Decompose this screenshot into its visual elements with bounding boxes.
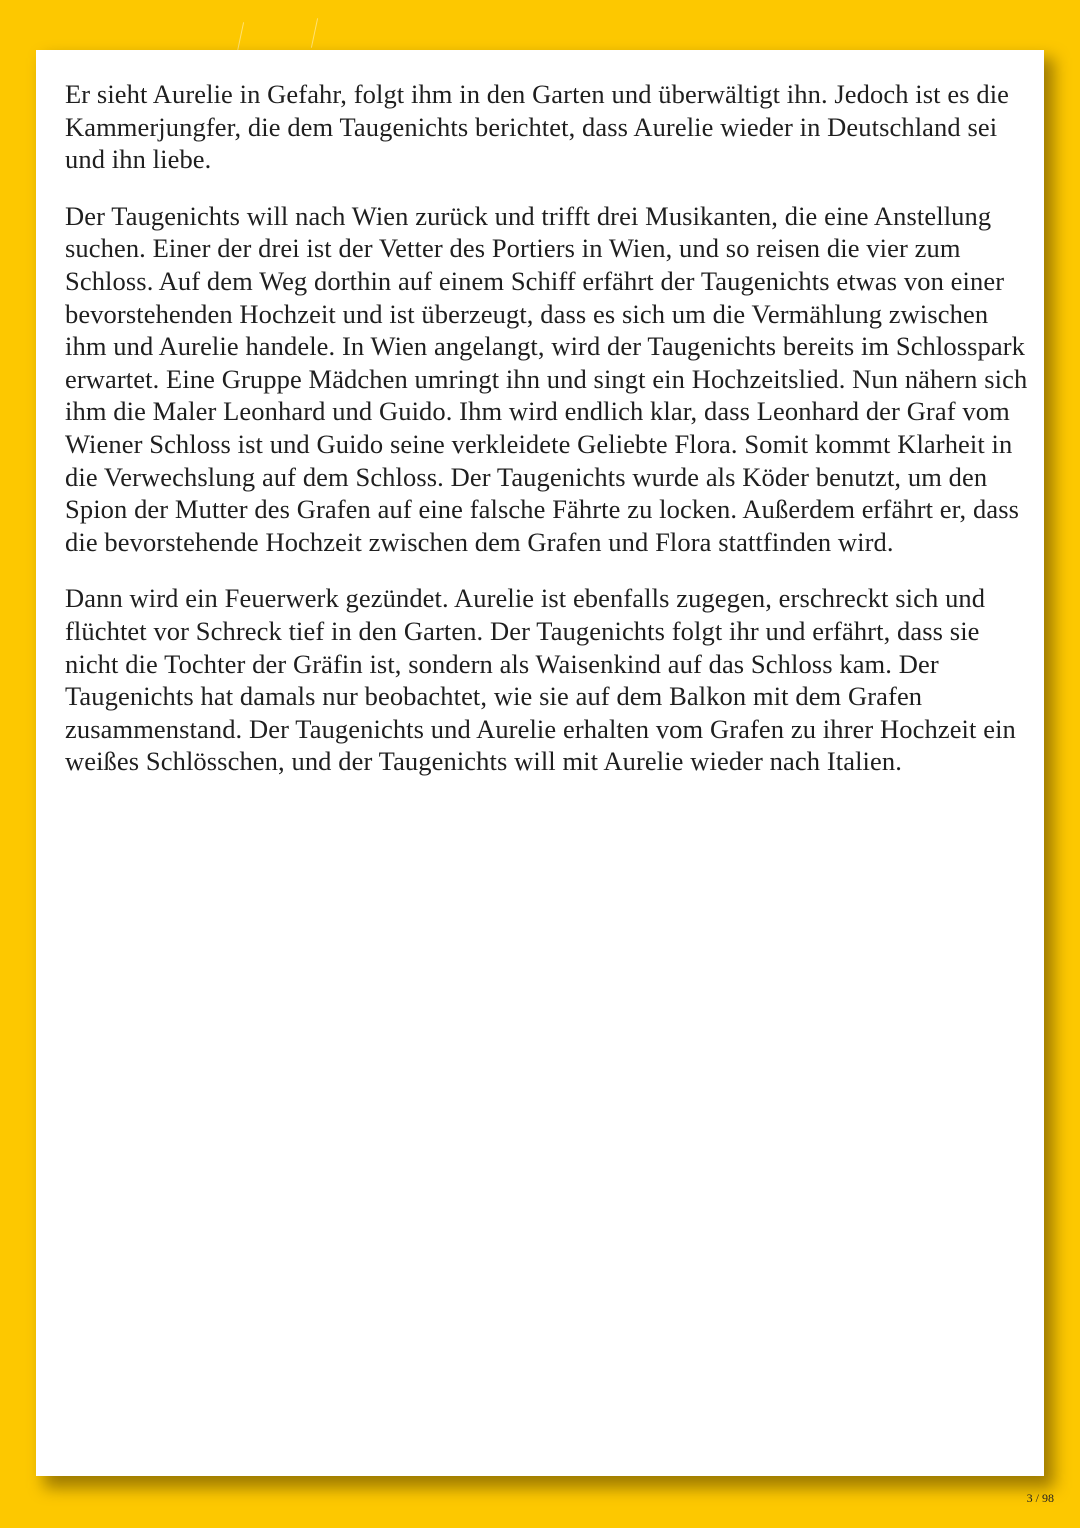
- background-decoration: [311, 18, 318, 48]
- background-decoration: [237, 22, 244, 52]
- page-number: 3 / 98: [1026, 1491, 1054, 1505]
- paragraph-2: Der Taugenichts will nach Wien zurück und trifft drei Musikanten, die eine Anstellung suchen. Einer der drei ist der Vetter des Portiers in Wien, und so reisen die vier zum Schloss. Auf dem Weg dorthin auf einem Schiff erfährt der Taugenichts etwas von einer bevorstehenden Hochzeit und ist überzeugt, dass es sich um die Vermählung zwischen ihm und Aurelie handele. In Wien angelangt, wird der Taugenichts bereits im Schlosspark erwartet. Eine Gruppe Mädchen umringt ihn und singt ein Hochzeitslied. Nun nähern sich ihm die Maler Leonhard und Guido. Ihm wird endlich klar, dass Leonhard der Graf vom Wiener Schloss ist und Guido seine verkleidete Geliebte Flora. Somit kommt Klarheit in die Verwechslung auf dem Schloss. Der Taugenichts wurde als Köder benutzt, um den Spion der Mutter des Grafen auf eine falsche Fährte zu locken. Außerdem erfährt er, dass die bevorstehende Hochzeit zwischen dem Grafen und Flora stattfinden wird.: [65, 200, 1028, 557]
- paragraph-3: Dann wird ein Feuerwerk gezündet. Aurelie ist ebenfalls zugegen, erschreckt sich und flüchtet vor Schreck tief in den Garten. Der Taugenichts folgt ihr und erfährt, dass sie nicht die Tochter der Gräfin ist, sondern als Waisenkind auf das Schloss kam. Der Taugenichts hat damals nur beobachtet, wie sie auf dem Balkon mit dem Grafen zusammenstand. Der Taugenichts und Aurelie erhalten vom Grafen zu ihrer Hochzeit ein weißes Schlösschen, und der Taugenichts will mit Aurelie wieder nach Italien.: [65, 583, 1016, 777]
- document-page: [36, 50, 1044, 1476]
- page-content: [65, 78, 1031, 802]
- paragraph-1: Er sieht Aurelie in Gefahr, folgt ihm in den Garten und überwältigt ihn. Jedoch ist es die Kammerjungfer, die dem Taugenichts berichtet, dass Aurelie wieder in Deutschland sei und ihn liebe.: [65, 79, 1010, 175]
